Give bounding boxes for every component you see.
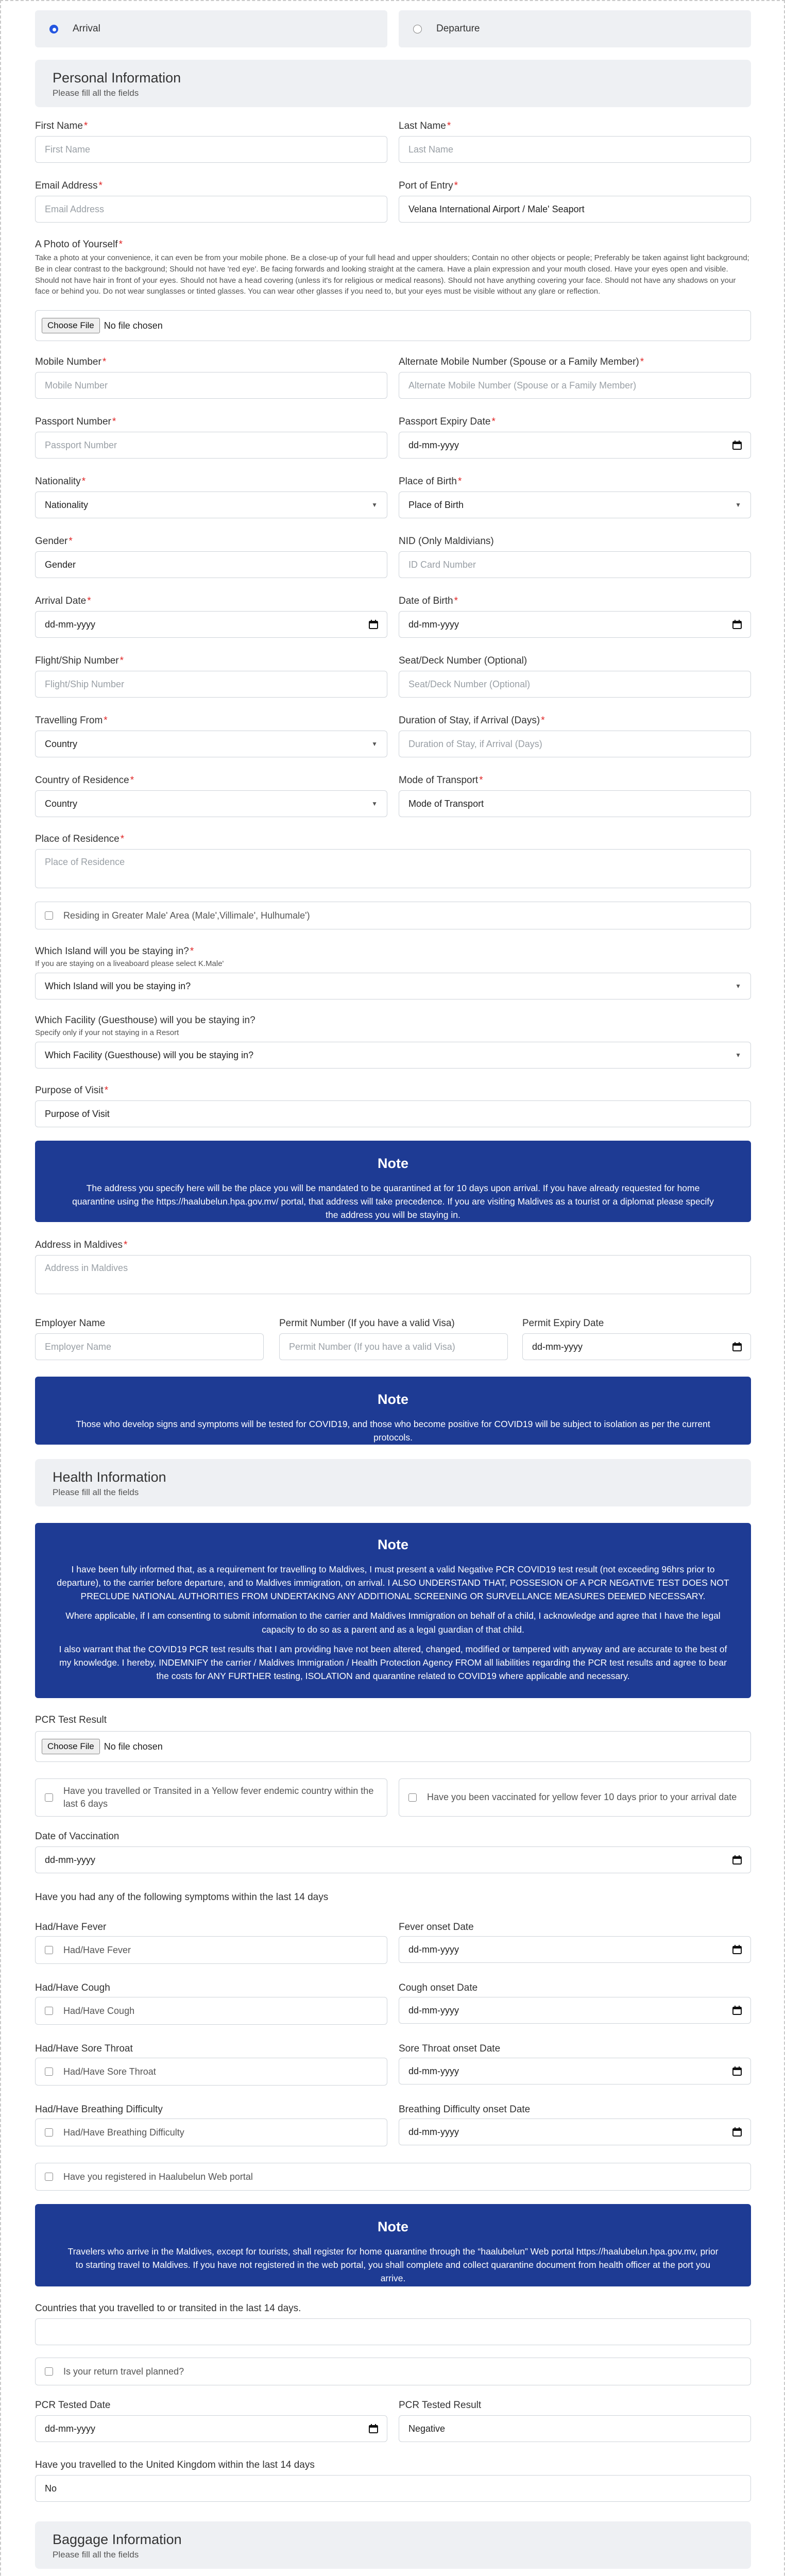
employer-input[interactable]: Employer Name xyxy=(35,1333,264,1360)
cough-onset-input[interactable]: dd-mm-yyyy xyxy=(399,1997,751,2024)
checkbox-label: Had/Have Breathing Difficulty xyxy=(63,2127,184,2138)
radio-arrival[interactable] xyxy=(35,10,387,47)
pcr-date-input[interactable]: dd-mm-yyyy xyxy=(35,2415,387,2442)
passport-input[interactable]: Passport Number xyxy=(35,432,387,459)
checkbox-label: Have you travelled or Transited in a Yellow fever endemic country within the last 6 days xyxy=(63,1785,374,1809)
choose-file-button[interactable]: Choose File xyxy=(42,318,100,333)
file-status: No file chosen xyxy=(104,1741,163,1752)
cough-checkbox[interactable] xyxy=(35,1997,387,2025)
choose-file-button[interactable]: Choose File xyxy=(42,1739,100,1754)
nationality-label: Nationality * xyxy=(35,476,86,487)
place-of-birth-label: Place of Birth * xyxy=(399,476,462,487)
yellow-fever-country-checkbox[interactable] xyxy=(35,1778,387,1817)
checkbox-box[interactable] xyxy=(45,2367,53,2376)
alt-mobile-input[interactable]: Alternate Mobile Number (Spouse or a Family Member) xyxy=(399,372,751,399)
visit-purpose-label: Purpose of Visit * xyxy=(35,1085,109,1096)
pcr-tested-result-input[interactable]: Negative xyxy=(399,2415,751,2442)
dob-input[interactable]: dd-mm-yyyy xyxy=(399,611,751,638)
permit-number-label: Permit Number (If you have a valid Visa) xyxy=(279,1318,455,1329)
passport-expiry-label: Passport Expiry Date * xyxy=(399,416,496,427)
checkbox-box[interactable] xyxy=(45,2067,53,2076)
last-name-input[interactable]: Last Name xyxy=(399,136,751,163)
passport-label: Passport Number * xyxy=(35,416,116,427)
nid-label: NID (Only Maldivians) xyxy=(399,536,494,547)
return-travel-checkbox[interactable] xyxy=(35,2358,751,2385)
arrival-date-input[interactable]: dd-mm-yyyy xyxy=(35,611,387,638)
pcr-date-label: PCR Tested Date xyxy=(35,2400,111,2411)
transport-select[interactable]: Mode of Transport xyxy=(399,790,751,817)
section-baggage-info xyxy=(35,2521,751,2569)
countries-label: Countries that you travelled to or transited in the last 14 days. xyxy=(35,2303,301,2314)
cough-onset-label: Cough onset Date xyxy=(399,1982,478,1993)
section-title: Personal Information xyxy=(53,70,181,86)
checkbox-label: Had/Have Fever xyxy=(63,1944,131,1955)
checkbox-label: Had/Have Sore Throat xyxy=(63,2066,156,2077)
radio-label: Arrival xyxy=(73,23,100,34)
checkbox-label: Have you registered in Haalubelun Web portal xyxy=(63,2171,253,2182)
note-text: Travelers who arrive in the Maldives, except for tourists, shall register for home quarantine through the “haalubelun” Web portal https://haalubelun.hpa.gov.mv, prior to starting travel to Maldives. If you have not registered in the web portal, you shall complete and collect quarantine document from health officer at the port you arrive. xyxy=(67,2246,719,2283)
mobile-label: Mobile Number * xyxy=(35,357,107,367)
alt-mobile-label: Alternate Mobile Number (Spouse or a Family Member) * xyxy=(399,357,644,367)
passport-expiry-input[interactable]: dd-mm-yyyy xyxy=(399,432,751,459)
permit-expiry-input[interactable]: dd-mm-yyyy xyxy=(522,1333,751,1360)
email-label: Email Address * xyxy=(35,180,103,191)
first-name-input[interactable]: First Name xyxy=(35,136,387,163)
chevron-down-icon: ▼ xyxy=(371,740,378,748)
port-of-entry-input[interactable]: Velana International Airport / Male' Seaport xyxy=(399,196,751,223)
checkbox-box[interactable] xyxy=(408,1793,417,1802)
place-of-residence-textarea[interactable]: Place of Residence xyxy=(35,849,751,888)
chevron-down-icon: ▼ xyxy=(371,800,378,807)
note-paragraph: I also warrant that the COVID19 PCR test results that I am providing have not been altered, changed, modified or tampered with anyway and are accurate to the best of my knowledge. I hereby, INDEMNIFY the carrier / Maldives Immigration / Health Protection Agency FROM all liabilities regarding the PCR test results and agree to bear the costs for ANY FURTHER testing, ISOLATION and quarantine related to COVID19 where applicable and necessary. xyxy=(59,1643,727,1682)
facility-help: Specify only if your not staying in a Resort xyxy=(35,1028,179,1037)
file-status: No file chosen xyxy=(104,320,163,331)
note-covid-testing xyxy=(35,1377,751,1445)
note-quarantine-address xyxy=(35,1141,751,1222)
checkbox-box[interactable] xyxy=(45,2173,53,2181)
breathing-checkbox[interactable] xyxy=(35,2119,387,2146)
calendar-icon[interactable] xyxy=(732,1855,742,1865)
gender-label: Gender * xyxy=(35,536,73,547)
facility-select[interactable]: Which Facility (Guesthouse) will you be staying in? ▼ xyxy=(35,1042,751,1069)
last-name-label: Last Name * xyxy=(399,121,451,131)
note-paragraph: Where applicable, if I am consenting to submit information to the carrier and Maldives Immigration on behalf of a child, I acknowledge and agree that I have the legal capacity to do so as a parent and as a legal guardian of that child. xyxy=(65,1611,721,1635)
checkbox-label: Had/Have Cough xyxy=(63,2005,135,2016)
section-title: Baggage Information xyxy=(53,2532,182,2547)
section-personal-info xyxy=(35,60,751,107)
place-of-residence-label: Place of Residence * xyxy=(35,834,125,844)
breathing-onset-input[interactable]: dd-mm-yyyy xyxy=(399,2119,751,2145)
radio-dot[interactable] xyxy=(49,25,58,33)
note-title: Note xyxy=(378,1156,408,1171)
greater-male-checkbox[interactable] xyxy=(35,902,751,929)
section-title: Health Information xyxy=(53,1469,166,1485)
island-help: If you are staying on a liveaboard please select K.Male' xyxy=(35,959,224,968)
note-title: Note xyxy=(378,1392,408,1407)
visit-purpose-select[interactable]: Purpose of Visit xyxy=(35,1100,751,1127)
breathing-label: Had/Have Breathing Difficulty xyxy=(35,2104,163,2115)
radio-departure[interactable] xyxy=(399,10,751,47)
checkbox-box[interactable] xyxy=(45,1793,53,1802)
yellow-fever-vaccine-checkbox[interactable] xyxy=(399,1778,751,1817)
radio-label: Departure xyxy=(436,23,480,34)
fever-onset-label: Fever onset Date xyxy=(399,1922,474,1933)
calendar-icon[interactable] xyxy=(368,2424,379,2434)
gender-select[interactable]: Gender xyxy=(35,551,387,578)
address-textarea[interactable]: Address in Maldives xyxy=(35,1255,751,1294)
checkbox-box[interactable] xyxy=(45,1946,53,1954)
vaccination-date-input[interactable]: dd-mm-yyyy xyxy=(35,1846,751,1873)
calendar-icon[interactable] xyxy=(732,2127,742,2137)
port-of-entry-label: Port of Entry * xyxy=(399,180,458,191)
photo-label: A Photo of Yourself * xyxy=(35,239,123,250)
calendar-icon[interactable] xyxy=(732,2005,742,2015)
checkbox-label: Have you been vaccinated for yellow fever 10 days prior to your arrival date xyxy=(427,1792,737,1803)
arrival-date-label: Arrival Date * xyxy=(35,596,91,606)
duration-input[interactable]: Duration of Stay, if Arrival (Days) xyxy=(399,731,751,757)
countries-input[interactable] xyxy=(35,2318,751,2345)
radio-dot[interactable] xyxy=(413,25,422,33)
nid-input[interactable]: ID Card Number xyxy=(399,551,751,578)
fever-onset-input[interactable]: dd-mm-yyyy xyxy=(399,1936,751,1963)
photo-help-text: Take a photo at your convenience, it can even be from your mobile phone. Be a close-up of your full head and upper shoulders; Contain no other objects or people; Preferably be taken against light background; Be in clear contrast to the background; Should not have 'red eye'. Be facing forwards and looking straight at the camera. Have a plain expression and your mouth closed. Have your eyes open and visible. Should not have hair in front of your eyes. Should not have a head covering (unless it's for religious or medical reasons). Should not have anything covering your face. Should not have any shadows on your face or behind you. Do not wear sunglasses or tinted glasses. You can wear other glasses if you need to, but your eyes must be visible without any glare or reflection. xyxy=(35,253,749,296)
note-text: The address you specify here will be the place you will be mandated to be quarantined at for 10 days upon arrival. If you have already requested for home quarantine using the https://haalubelun.hpa.gov.mv/ portal, that address will take precedence. If you are visiting Maldives as a tourist or a diplomat please specify the address you will be staying in. xyxy=(72,1182,714,1220)
calendar-icon[interactable] xyxy=(732,1342,742,1352)
employer-label: Employer Name xyxy=(35,1318,106,1329)
breathing-onset-label: Breathing Difficulty onset Date xyxy=(399,2104,531,2115)
calendar-icon[interactable] xyxy=(732,440,742,450)
seat-label: Seat/Deck Number (Optional) xyxy=(399,655,527,666)
section-health-info xyxy=(35,1459,751,1506)
symptoms-heading: Have you had any of the following symptoms within the last 14 days xyxy=(35,1892,329,1903)
duration-label: Duration of Stay, if Arrival (Days) * xyxy=(399,715,545,726)
sore-throat-onset-input[interactable]: dd-mm-yyyy xyxy=(399,2058,751,2084)
checkbox-box[interactable] xyxy=(45,2007,53,2015)
haalubelun-checkbox[interactable] xyxy=(35,2163,751,2191)
photo-file-input[interactable] xyxy=(35,310,751,341)
permit-expiry-label: Permit Expiry Date xyxy=(522,1318,604,1329)
chevron-down-icon: ▼ xyxy=(735,501,741,509)
pcr-tested-result-label: PCR Tested Result xyxy=(399,2400,482,2411)
place-of-birth-select[interactable]: Place of Birth ▼ xyxy=(399,492,751,518)
calendar-icon[interactable] xyxy=(732,2066,742,2076)
transport-label: Mode of Transport * xyxy=(399,775,483,786)
checkbox-box[interactable] xyxy=(45,2128,53,2137)
note-paragraph: I have been fully informed that, as a requirement for travelling to Maldives, I must present a valid Negative PCR COVID19 test result (not exceeding 96hrs prior to departure), to the carrier before departure, and to Maldives immigration, on arrival. I ALSO UNDERSTAND THAT, POSSESION OF A PCR NEGATIVE TEST DOES NOT PRECLUDE NATIONAL AUTHORITIES FROM UNDERTAKING ANY ADDITIONAL SCREENING OR SURVELLANCE MEASURES DEEMED NECESSARY. xyxy=(57,1564,729,1601)
vaccination-date-label: Date of Vaccination xyxy=(35,1831,120,1842)
checkbox-box[interactable] xyxy=(45,911,53,920)
island-label: Which Island will you be staying in? * xyxy=(35,946,194,957)
nationality-select[interactable]: Nationality ▼ xyxy=(35,492,387,518)
note-haalubelun xyxy=(35,2204,751,2286)
chevron-down-icon: ▼ xyxy=(735,982,741,990)
flight-input[interactable]: Flight/Ship Number xyxy=(35,671,387,698)
uk-travel-label: Have you travelled to the United Kingdom within the last 14 days xyxy=(35,2460,315,2470)
section-subtitle: Please fill all the fields xyxy=(53,1487,139,1497)
residence-country-select[interactable]: Country ▼ xyxy=(35,790,387,817)
island-select[interactable]: Which Island will you be staying in? ▼ xyxy=(35,973,751,999)
note-title: Note xyxy=(378,2219,408,2234)
travelling-from-select[interactable]: Country ▼ xyxy=(35,731,387,757)
sore-throat-checkbox[interactable] xyxy=(35,2058,387,2086)
section-subtitle: Please fill all the fields xyxy=(53,88,139,98)
sore-throat-onset-label: Sore Throat onset Date xyxy=(399,2043,501,2054)
flight-label: Flight/Ship Number * xyxy=(35,655,124,666)
travelling-from-label: Travelling From * xyxy=(35,715,108,726)
email-input[interactable]: Email Address xyxy=(35,196,387,223)
seat-input[interactable]: Seat/Deck Number (Optional) xyxy=(399,671,751,698)
section-subtitle: Please fill all the fields xyxy=(53,2550,139,2560)
checkbox-label: Is your return travel planned? xyxy=(63,2366,184,2377)
chevron-down-icon: ▼ xyxy=(735,1052,741,1059)
pcr-result-label: PCR Test Result xyxy=(35,1715,107,1725)
facility-label: Which Facility (Guesthouse) will you be staying in? xyxy=(35,1015,255,1026)
calendar-icon[interactable] xyxy=(732,619,742,630)
address-label: Address in Maldives * xyxy=(35,1240,128,1250)
chevron-down-icon: ▼ xyxy=(371,501,378,509)
fever-checkbox[interactable] xyxy=(35,1936,387,1964)
calendar-icon[interactable] xyxy=(368,619,379,630)
first-name-label: First Name * xyxy=(35,121,88,131)
uk-travel-select[interactable]: No xyxy=(35,2475,751,2502)
note-title: Note xyxy=(378,1537,408,1552)
dob-label: Date of Birth * xyxy=(399,596,458,606)
pcr-file-input[interactable] xyxy=(35,1731,751,1762)
sore-throat-label: Had/Have Sore Throat xyxy=(35,2043,133,2054)
checkbox-label: Residing in Greater Male' Area (Male',Villimale', Hulhumale') xyxy=(63,910,310,921)
note-pcr-declaration xyxy=(35,1523,751,1698)
note-text: Those who develop signs and symptoms will be tested for COVID19, and those who become positive for COVID19 will be subject to isolation as per the current protocols. xyxy=(76,1418,710,1443)
calendar-icon[interactable] xyxy=(732,1944,742,1955)
mobile-input[interactable]: Mobile Number xyxy=(35,372,387,399)
permit-number-input[interactable]: Permit Number (If you have a valid Visa) xyxy=(279,1333,508,1360)
residence-country-label: Country of Residence * xyxy=(35,775,134,786)
cough-label: Had/Have Cough xyxy=(35,1982,110,1993)
fever-label: Had/Have Fever xyxy=(35,1922,107,1933)
